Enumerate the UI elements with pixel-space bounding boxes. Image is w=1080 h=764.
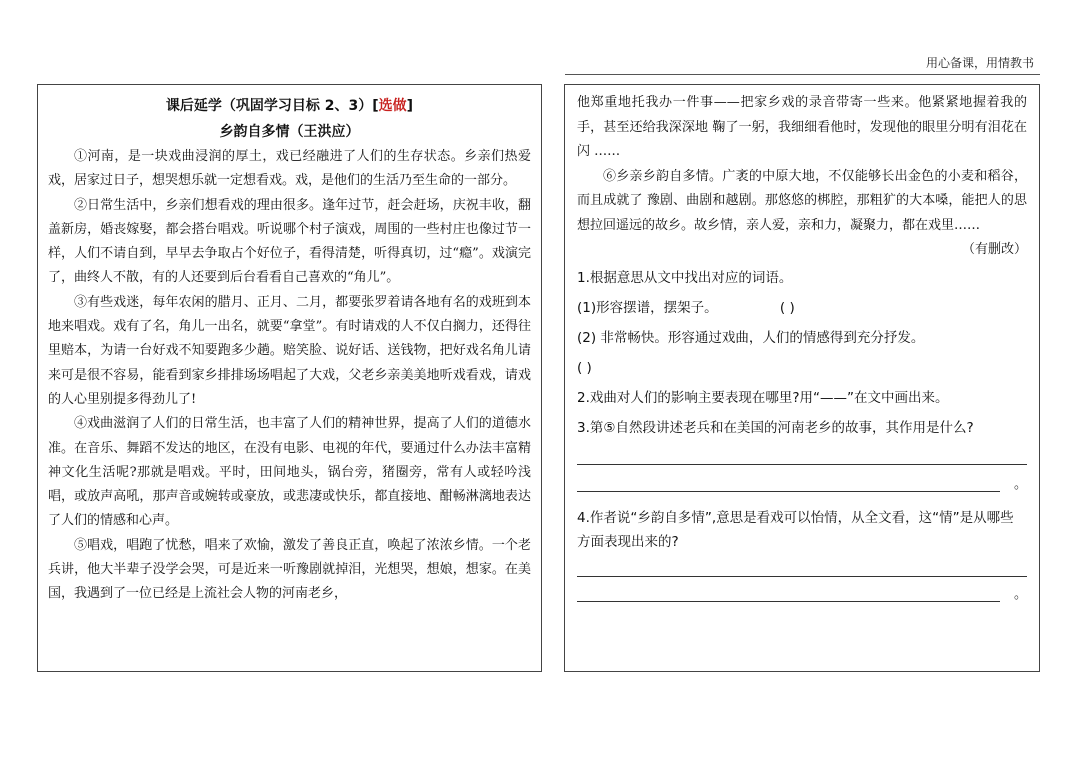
end-mark-4: 。 — [1013, 587, 1027, 602]
paragraph-2: ②日常生活中，乡亲们想看戏的理由很多。逢年过节，赶会赶场，庆祝丰收，翻盖新房，婚丧嫁娶，都会搭台唱戏。听说哪个村子演戏，周围的一些村庄也像过节一样，人们不请自到，早早去争取占个好位子，看得清楚，听得真切，过“瘾”。戏演完了，曲终人不散，有的人还要到后台看看自己喜欢的“角儿”。 — [48, 197, 531, 286]
article-title: 乡韵自多情（王洪应） — [219, 124, 360, 140]
answer-line-4a[interactable] — [577, 562, 1027, 577]
question-2: 2.戏曲对人们的影响主要表现在哪里?用“——”在文中画出来。 — [577, 390, 949, 406]
credit-note: （有删改） — [961, 242, 1027, 257]
paragraph-5-cont: 他郑重地托我办一件事——把家乡戏的录音带寄一些来。他紧紧地握着我的手，甚至还给我深深地 鞠了一躬，我细细看他时，发现他的眼里分明有泪花在闪 …… — [577, 95, 1027, 159]
question-3: 3.第⑤自然段讲述老兵和在美国的河南老乡的故事，其作用是什么? — [577, 420, 974, 436]
paragraph-4: ④戏曲滋润了人们的日常生活，也丰富了人们的精神世界，提高了人们的道德水准。在音乐、舞蹈不发达的地区，在没有电影、电视的年代，要通过什么办法丰富精神文化生活呢?那就是唱戏。平时，田间地头，锅台旁，猪圈旁，常有人或轻吟浅唱，或放声高吼，那声音或婉转或豪放，或悲凄或快乐，都直接地、酣畅淋漓地表达了人们的情感和心声。 — [48, 416, 531, 529]
section-title — [48, 93, 531, 119]
paragraph-1: ①河南，是一块戏曲浸润的厚土，戏已经融进了人们的生存状态。乡亲们热爱戏，居家过日子，想哭想乐就一定想看戏。戏，是他们的生活乃至生命的一部分。 — [48, 149, 531, 189]
header-rule — [565, 74, 1040, 75]
paragraph-6: ⑥乡亲乡韵自多情。广袤的中原大地，不仅能够长出金色的小麦和稻谷，而且成就了 豫剧、曲剧和越剧。那悠悠的梆腔，那粗犷的大本嗓，能把人的思想拉回遥远的故乡。故乡情，亲人爱，亲和力，凝聚力，都在戏里…… — [577, 168, 1027, 233]
question-4: 4.作者说“乡韵自多情”,意思是看戏可以怡情，从全文看，这“情”是从哪些方面表现出来的? — [577, 510, 1014, 550]
title-main: 课后延学（巩固学习目标 2、3）[ — [165, 98, 379, 114]
answer-blank-1b[interactable]: ( ) — [577, 360, 592, 376]
answer-area-3[interactable] — [577, 450, 1027, 492]
answer-row-4b — [577, 587, 1027, 602]
answer-area-4[interactable] — [577, 562, 1027, 602]
title-end: ] — [406, 98, 414, 114]
left-column — [37, 84, 542, 672]
question-1b: (2) 非常畅快。形容通过戏曲，人们的情感得到充分抒发。 — [577, 330, 925, 346]
header-motto: 用心备课，用情教书 — [925, 56, 1034, 70]
paragraph-5: ⑤唱戏，唱跑了忧愁，唱来了欢愉，激发了善良正直，唤起了浓浓乡情。一个老兵讲，他大半辈子没学会哭，可是近来一听豫剧就掉泪，光想哭，想娘，想家。在美国，我遇到了一位已经是上流社会人物的河南老乡， — [48, 537, 531, 602]
question-1: 1.根据意思从文中找出对应的词语。 — [577, 270, 793, 286]
answer-blank-1a[interactable]: ( ) — [779, 300, 795, 316]
answer-line-4b[interactable] — [577, 587, 1000, 602]
end-mark-3: 。 — [1013, 477, 1027, 492]
answer-line-3a[interactable] — [577, 450, 1027, 465]
paragraph-3: ③有些戏迷，每年农闲的腊月、正月、二月，都要张罗着请各地有名的戏班到本地来唱戏。戏有了名，角儿一出名，就要“拿堂”。有时请戏的人不仅白搁力，还得往里赔本，为请一台好戏不知要跑多少趟。赔笑脸、说好话、送钱物，把好戏名角儿请来可是很不容易，能看到家乡排排场场唱起了大戏，父老乡亲美美地听戏看戏，请戏的人心里别提多得劲儿了! — [48, 294, 531, 407]
question-1a-text: (1)形容摆谱，摆架子。 — [577, 300, 718, 316]
title-optional-tag: 选做 — [378, 98, 407, 114]
question-1a — [577, 298, 1027, 318]
answer-line-3b[interactable] — [577, 477, 1000, 492]
answer-row-3b — [577, 477, 1027, 492]
right-column — [564, 84, 1040, 672]
